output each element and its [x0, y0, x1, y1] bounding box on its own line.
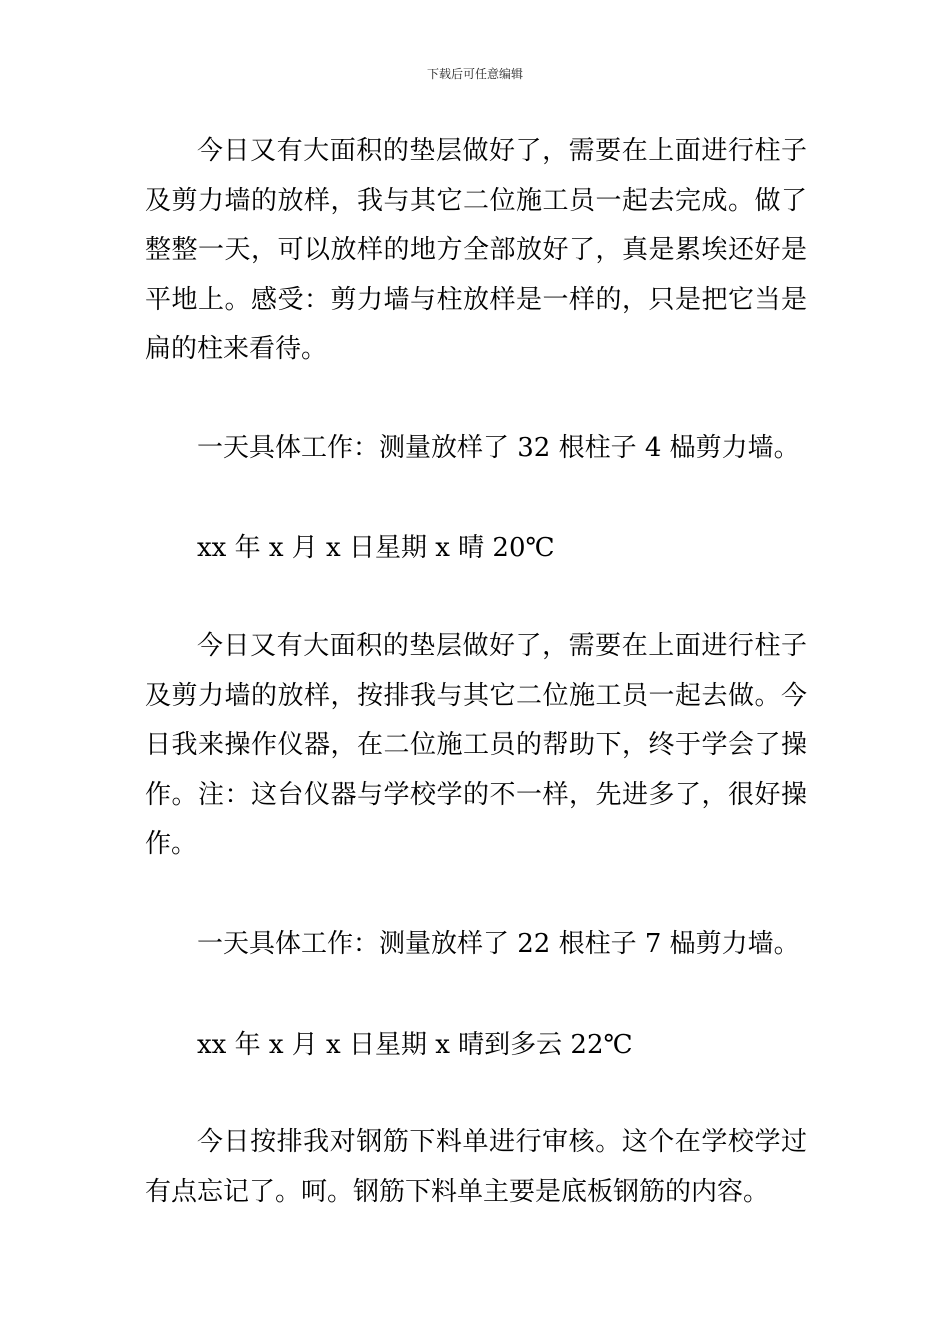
- work-summary-2: 一天具体工作：测量放样了 22 根柱子 7 榀剪力墙。: [197, 929, 800, 959]
- journal-paragraph-1: 今日又有大面积的垫层做好了，需要在上面进行柱子及剪力墙的放样，我与其它二位施工员一起去完成。做了整整一天，可以放样的地方全部放好了，真是累埃还好是平地上。感受：剪力墙与柱放样是一样的，只是把它当是扁的柱来看待。: [145, 136, 807, 364]
- journal-paragraph-2: 今日又有大面积的垫层做好了，需要在上面进行柱子及剪力墙的放样，按排我与其它二位施工员一起去做。今日我来操作仪器，在二位施工员的帮助下，终于学会了操作。注：这台仪器与学校学的不一样，先进多了，很好操作。: [145, 631, 807, 859]
- header-note: 下载后可任意编辑: [426, 67, 523, 81]
- date-weather-2: xx 年 x 月 x 日星期 x 晴到多云 22℃: [197, 1030, 633, 1060]
- date-weather-1: xx 年 x 月 x 日星期 x 晴 20℃: [197, 533, 555, 563]
- journal-paragraph-3: 今日按排我对钢筋下料单进行审核。这个在学校学过有点忘记了。呵。钢筋下料单主要是底板钢筋的内容。: [145, 1127, 807, 1207]
- work-summary-1: 一天具体工作：测量放样了 32 根柱子 4 榀剪力墙。: [197, 433, 800, 463]
